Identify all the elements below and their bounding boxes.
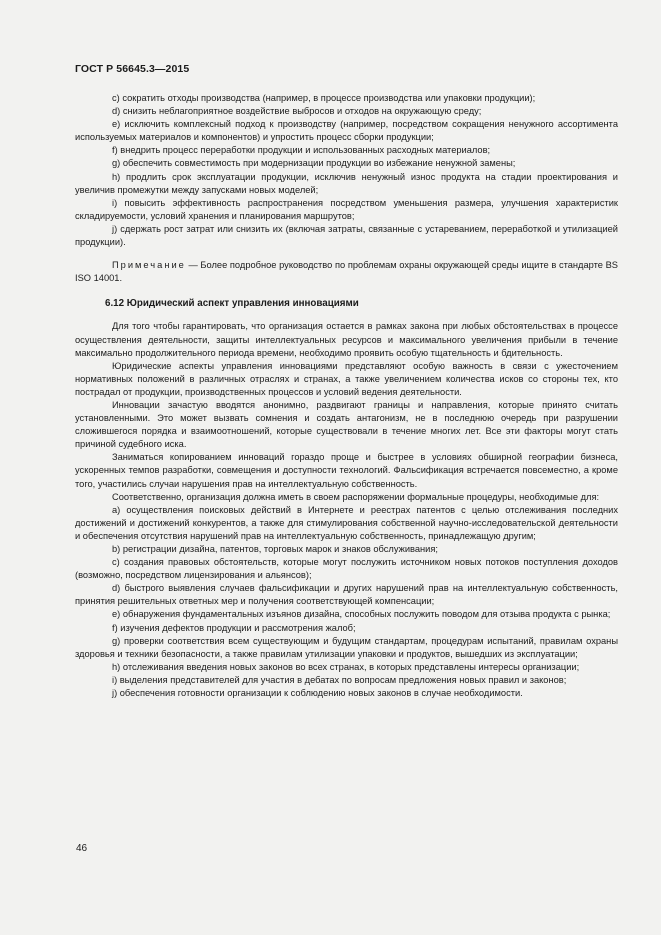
paragraph: Для того чтобы гарантировать, что организация остается в рамках закона при любых обстоятельствах в процессе осуществления деятельности, защиты интеллектуальных ресурсов и максимального увеличения прибыли в течение максимально продолжительного периода времени, необходимо проявить особую тщательность и бдительность. bbox=[75, 321, 618, 358]
note-label: Примечание bbox=[112, 260, 186, 271]
list-item: h) отслеживания введения новых законов во всех странах, в которых представлены интересы организации; bbox=[112, 661, 580, 672]
list-item: b) регистрации дизайна, патентов, торговых марок и знаков обслуживания; bbox=[112, 544, 438, 554]
list-item: g) проверки соответствия всем существующим и будущим стандартам, процедурам испытаний, правилам охраны здоровья и техники безопасности, а также правилам утилизации упаковки и продуктов, вышедших из эксплуатации; bbox=[75, 635, 618, 659]
document-header: ГОСТ Р 56645.3—2015 bbox=[75, 63, 190, 75]
paragraph: Соответственно, организация должна иметь в своем распоряжении формальные процедуры, необходимые для: bbox=[112, 491, 600, 502]
list-item: f) внедрить процесс переработки продукции и использованных расходных материалов; bbox=[112, 145, 491, 156]
page-number: 46 bbox=[76, 843, 88, 854]
list-item: d) снизить неблагоприятное воздействие выбросов и отходов на окружающую среду; bbox=[112, 106, 482, 117]
list-item: g) обеспечить совместимость при модернизации продукции во избежание ненужной замены; bbox=[112, 158, 516, 169]
paragraph: Инновации зачастую вводятся анонимно, раздвигают границы и направления, которые принято считать установленными. Это может вызвать сомнения и создать антагонизм, не в последнюю очередь при разрушении сложившегося порядка и взаимоотношений, которые существовали в течение многих лет. Все эти факторы могут стать причиной судебного иска. bbox=[75, 399, 618, 450]
list-item: c) создания правовых обстоятельств, которые могут послужить источником новых потоков поступления доходов (возможно, посредством лицензирования и альянсов); bbox=[75, 557, 618, 581]
list-item: i) выделения представителей для участия в дебатах по вопросам предложения новых правил и законов; bbox=[112, 674, 567, 685]
section-heading: 6.12 Юридический аспект управления инновациями bbox=[105, 298, 359, 310]
list-item: j) обеспечения готовности организации к соблюдению новых законов в случае необходимости. bbox=[112, 688, 523, 699]
list-item: i) повысить эффективность распространения посредством уменьшения размера, улучшения характеристик складируемости, условий хранения и планирования маршрутов; bbox=[75, 197, 618, 221]
paragraph: Заниматься копированием инноваций гораздо проще и быстрее в условиях обширной географии бизнеса, ускоренных темпов разработки, совмещения и доступности технологий. Фальсификация встречается повсеместно, а кроме того, участились случаи нарушения прав на интеллектуальную собственность. bbox=[75, 452, 618, 489]
list-item: f) изучения дефектов продукции и рассмотрения жалоб; bbox=[112, 622, 356, 633]
list-item: d) быстрого выявления случаев фальсификации и других нарушений прав на интеллектуальную собственность, принятия решительных ответных мер и получения соответствующей компенсации; bbox=[75, 583, 618, 607]
list-item: c) сократить отходы производства (например, в процессе производства или упаковки продукции); bbox=[112, 93, 536, 103]
list-item: е) исключить комплексный подход к производству (например, посредством сокращения ненужного ассортимента используемых материалов и компонентов) и упростить процесс сборки продукции; bbox=[75, 119, 618, 143]
note bbox=[75, 259, 618, 285]
list-item: j) сдержать рост затрат или снизить их (включая затраты, связанные с устареванием, переработкой и утилизацией продукции). bbox=[75, 223, 618, 248]
list-item: а) осуществления поисковых действий в Интернете и реестрах патентов с целью отслеживания последних достижений и достижений конкурентов, а также для стимулирования собственной научно-исследовательской деятельности и обеспечения отсутствия нарушений прав на интеллектуальную собственность, принадлежащую другим; bbox=[75, 504, 618, 541]
note-text: — Более подробное руководство по проблемам охраны окружающей среды ищите в стандарте BS ISO 14001. bbox=[75, 260, 618, 284]
list-item: h) продлить срок эксплуатации продукции, исключив ненужный износ продукта на стадии проектирования и увеличив промежутки между запусками новых моделей; bbox=[75, 171, 618, 195]
list-item: е) обнаружения фундаментальных изъянов дизайна, способных послужить поводом для отзыва продукта с рынка; bbox=[112, 609, 611, 620]
paragraph: Юридические аспекты управления инновациями представляют особую важность в связи с ужесточением нормативных положений в различных отраслях и странах, а также увеличением количества исков со стороны тех, кто пострадал от продукции, производственных процессов и условий ведения деятельности. bbox=[75, 360, 618, 397]
page-content bbox=[75, 92, 618, 700]
